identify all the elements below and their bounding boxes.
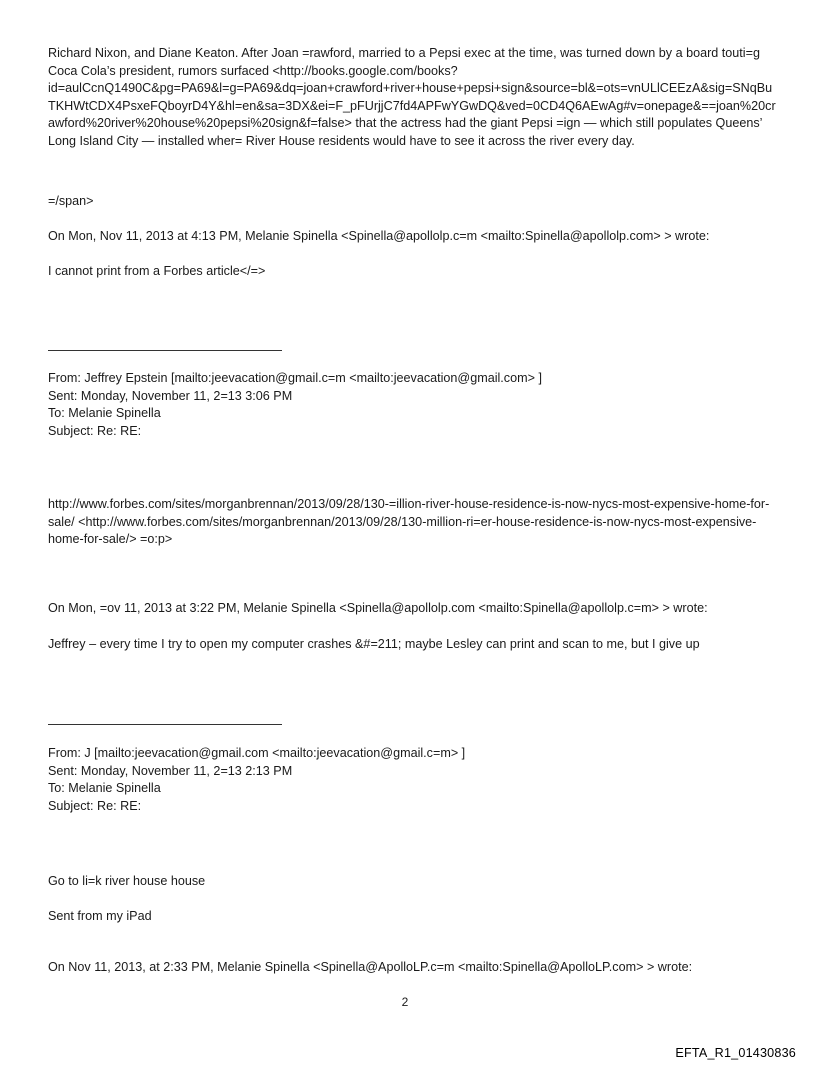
separator-rule [48, 350, 282, 351]
separator-rule [48, 724, 282, 725]
paragraph-computer-crashes: Jeffrey – every time I try to open my computer crashes &#=211; maybe Lesley can print and scan to me, but I give up [48, 637, 700, 651]
email-header-line-322pm: On Mon, =ov 11, 2013 at 3:22 PM, Melanie Spinella <Spinella@apollolp.com <mailto:Spinella@apollolp.c=m> > wrote: [48, 601, 708, 615]
header-from: From: Jeffrey Epstein [mailto:jeevacation@gmail.c=m <mailto:jeevacation@gmail.com> ] [48, 371, 542, 385]
email-header-block-213pm [48, 745, 778, 815]
paragraph-cannot-print: I cannot print from a Forbes article</=> [48, 264, 266, 278]
document-id-footer: EFTA_R1_01430836 [675, 1046, 796, 1060]
header-subject: Subject: Re: RE: [48, 798, 142, 813]
paragraph-sent-from-ipad: Sent from my iPad [48, 909, 152, 923]
email-header-block-306pm [48, 370, 778, 440]
paragraph-go-to-link: Go to li=k river house house [48, 874, 206, 888]
page-number: 2 [401, 995, 409, 1009]
email-header-line-233pm: On Nov 11, 2013, at 2:33 PM, Melanie Spinella <Spinella@ApolloLP.c=m <mailto:Spinella@ApolloLP.com> > wrote: [48, 960, 693, 974]
header-to: To: Melanie Spinella [48, 406, 161, 421]
header-from: From: J [mailto:jeevacation@gmail.com <mailto:jeevacation@gmail.c=m> ] [48, 746, 466, 760]
header-subject: Subject: Re: RE: [48, 423, 142, 438]
header-to: To: Melanie Spinella [48, 781, 161, 796]
paragraph-forbes-link: http://www.forbes.com/sites/morganbrennan/2013/09/28/130-=illion-river-house-residence-is-now-nycs-most-expensive-home-for-sale/ <http://www.forbes.com/sites/morganbrennan/2013/09/28/130-million-ri=er-house-residence-is-now-nycs-most-expensive-home-for-sale/> =o:p> [48, 497, 770, 547]
header-sent: Sent: Monday, November 11, 2=13 2:13 PM [48, 763, 293, 778]
header-sent: Sent: Monday, November 11, 2=13 3:06 PM [48, 388, 293, 403]
email-header-line-413pm: On Mon, Nov 11, 2013 at 4:13 PM, Melanie Spinella <Spinella@apollolp.c=m <mailto:Spinella@apollolp.com> > wrote: [48, 229, 710, 243]
paragraph-nixon-pepsi: Richard Nixon, and Diane Keaton. After Joan =rawford, married to a Pepsi exec at the time, was turned down by a board touti=g Coca Cola’s president, rumors surfaced <http://books.google.com/books?id=aulCcnQ1490C&pg=PA69&l=g=PA69&dq=joan+crawford+river+house+pepsi+sign&source=bl&=ots=vnULlCEEzA&sig=SNqBuTKHWtCDX4PsxeFQboyrD4Y&hl=en&sa=3DX&ei=F_pFUrjjC7fd4APFwYGwDQ&ved=0CD4Q6AEwAg#v=onepage&==joan%20crawford%20river%20house%20pepsi%20sign&f=false> that the actress had the giant Pepsi =ign — which still populates Queens’ Long Island City — installed wher= River House residents would have to see it across the river every day. [48, 46, 776, 148]
paragraph-span-artifact: =/span> [48, 194, 94, 208]
